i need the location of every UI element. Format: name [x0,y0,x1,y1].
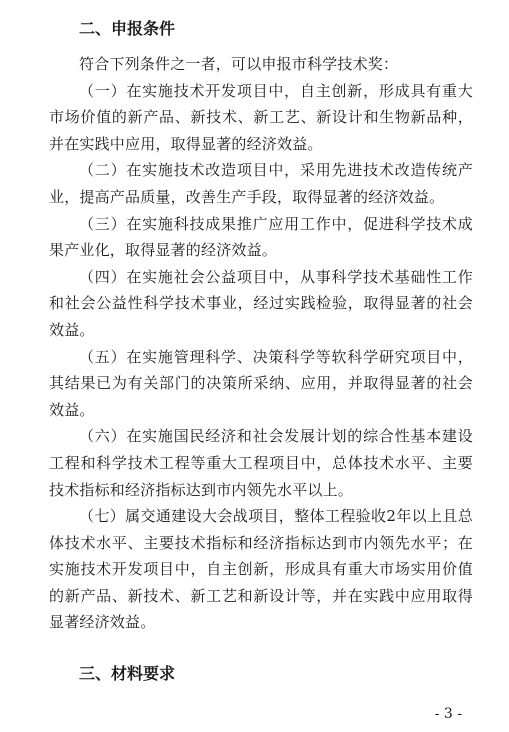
section-body [49,51,473,636]
condition-item-1: （一）在实施技术开发项目中，自主创新，形成具有重大市场价值的新产品、新技术、新工艺、新设计和生物新品种，并在实践中应用，取得显著的经济效益。 [49,81,473,153]
intro-paragraph: 符合下列条件之一者，可以申报市科学技术奖： [79,55,399,73]
condition-item-6: （六）在实施国民经济和社会发展计划的综合性基本建设工程和科学技术工程等重大工程项目中，总体技术水平、主要技术指标和经济指标达到市内领先水平以上。 [49,427,473,499]
condition-item-7: （七）属交通建设大会战项目，整体工程验收2年以上且总体技术水平、主要技术指标和经济指标达到市内领先水平；在实施技术开发项目中，自主创新，形成具有重大市场实用价值的新产品、新技术、新工艺和新设计等，并在实践中应用取得显著经济效益。 [49,507,473,632]
condition-item-3: （三）在实施科技成果推广应用工作中，促进科学技术成果产业化，取得显著的经济效益。 [49,214,473,260]
condition-item-2: （二）在实施技术改造项目中，采用先进技术改造传统产业，提高产品质量，改善生产手段，取得显著的经济效益。 [49,161,473,206]
section-heading-material-requirements: 三、材料要求 [79,664,176,683]
page-number: - 3 - [434,706,462,722]
condition-item-5: （五）在实施管理科学、决策科学等软科学研究项目中，其结果已为有关部门的决策所采纳、应用，并取得显著的社会效益。 [49,347,473,419]
condition-item-4: （四）在实施社会公益项目中，从事科学技术基础性工作和社会公益性科学技术事业，经过实践检验，取得显著的社会效益。 [49,267,473,339]
section-heading-application-conditions: 二、申报条件 [79,19,176,38]
